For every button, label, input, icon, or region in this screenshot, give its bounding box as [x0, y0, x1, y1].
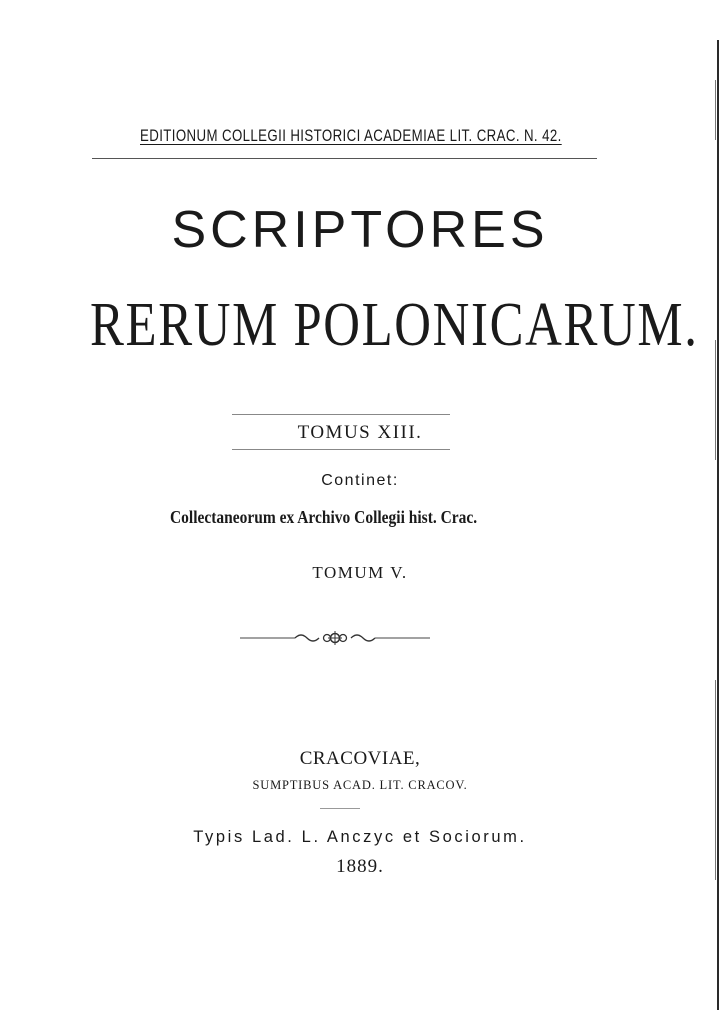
publisher-line: SUMPTIBUS ACAD. LIT. CRACOV. [252, 778, 468, 792]
tomus-rule-top [232, 414, 450, 415]
title-line-1: SCRIPTORES [171, 201, 549, 259]
imprint-rule [320, 808, 360, 809]
series-heading: EDITIONUM COLLEGII HISTORICI ACADEMIAE LIT. CRAC. N. 42. [140, 126, 562, 145]
contents-title: Collectaneorum ex Archivo Collegii hist. Crac. [170, 507, 478, 527]
continet-label: Continet: [321, 472, 399, 489]
series-rule [92, 158, 597, 159]
publication-year: 1889. [336, 856, 384, 877]
tomus-rule-bottom [232, 449, 450, 450]
ornamental-divider-icon [240, 628, 430, 648]
volume-number: TOMUS XIII. [297, 422, 423, 443]
printer-line: Typis Lad. L. Anczyc et Sociorum. [193, 828, 527, 846]
page-edge-shadow [715, 40, 720, 1010]
title-line-2: RERUM POLONICARUM. [90, 291, 699, 359]
place-of-publication: CRACOVIAE, [299, 748, 421, 769]
sub-volume-number: TOMUM V. [312, 563, 408, 582]
